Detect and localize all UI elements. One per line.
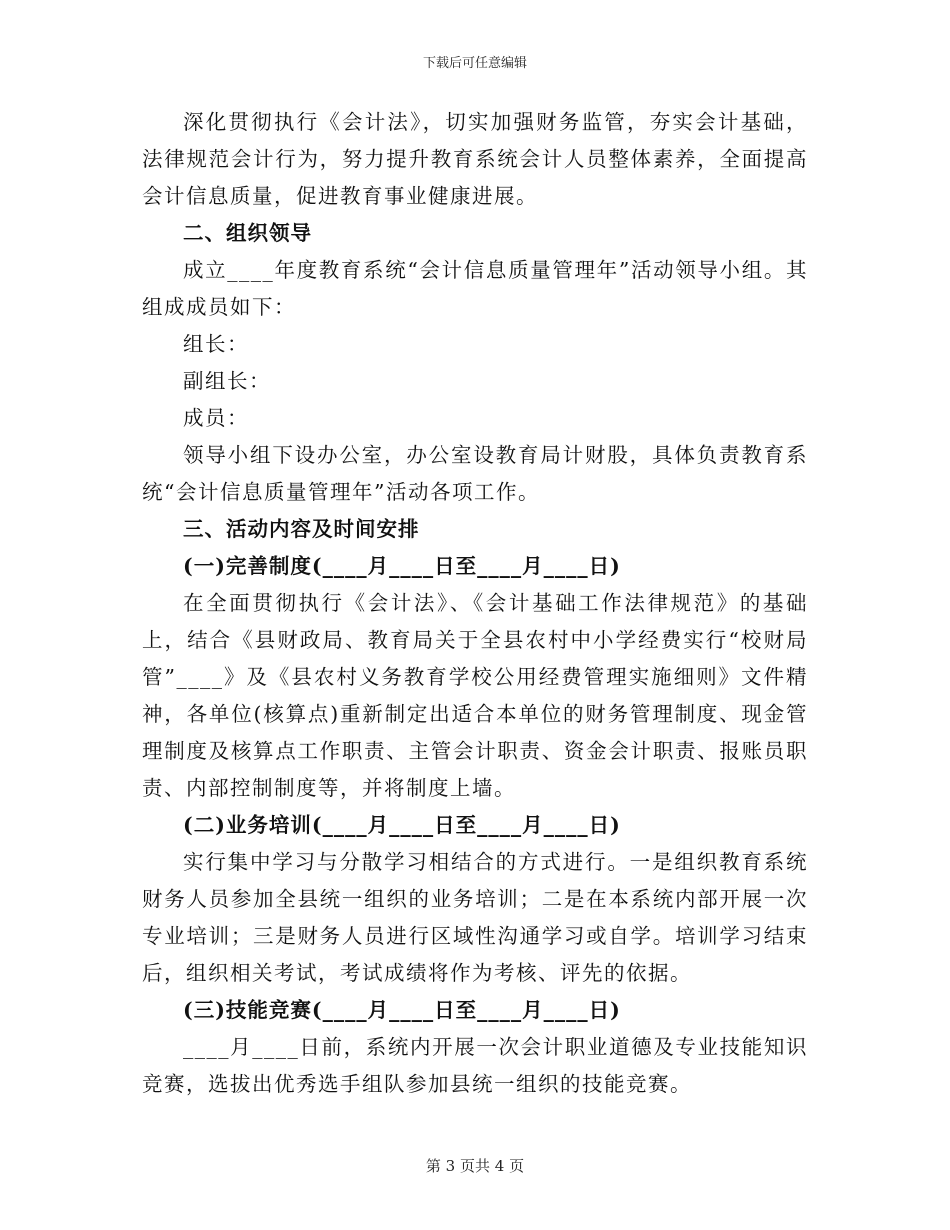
paragraph-deputy-leader: 副组长： [183,369,271,393]
document-body [142,104,808,1103]
subheading-competition: (三)技能竞赛(____月____日至____月____日) [183,998,621,1022]
page-footer: 第 3 页共 4 页 [425,1157,525,1175]
paragraph-intro: 深化贯彻执行《会计法》，切实加强财务监管，夯实会计基础，法律规范会计行为，努力提升教育系统会计人员整体素养，全面提高会计信息质量，促进教育事业健康进展。 [142,110,808,208]
section-heading-activities: 三、活动内容及时间安排 [183,517,420,541]
paragraph-system: 在全面贯彻执行《会计法》、《会计基础工作法律规范》的基础上，结合《县财政局、教育局关于全县农村中小学经费实行“校财局管”____》及《县农村义务教育学校公用经费管理实施细则》文件精神，各单位(核算点)重新制定出适合本单位的财务管理制度、现金管理制度及核算点工作职责、主管会计职责、资金会计职责、报账员职责、内部控制制度等，并将制度上墙。 [142,591,808,800]
paragraph-office: 领导小组下设办公室，办公室设教育局计财股，具体负责教育系统“会计信息质量管理年”活动各项工作。 [142,443,808,504]
page-header: 下载后可任意编辑 [422,56,527,71]
paragraph-competition: ____月____日前，系统内开展一次会计职业道德及专业技能知识竞赛，选拔出优秀选手组队参加县统一组织的技能竞赛。 [142,1035,808,1096]
subheading-system: (一)完善制度(____月____日至____月____日) [183,554,621,578]
paragraph-training: 实行集中学习与分散学习相结合的方式进行。一是组织教育系统财务人员参加全县统一组织的业务培训；二是在本系统内部开展一次专业培训；三是财务人员进行区域性沟通学习或自学。培训学习结束后，组织相关考试，考试成绩将作为考核、评先的依据。 [142,850,808,985]
paragraph-members: 成员： [183,406,249,430]
paragraph-leader: 组长： [183,332,249,356]
paragraph-leadership-group: 成立____年度教育系统“会计信息质量管理年”活动领导小组。其组成成员如下： [142,258,808,319]
section-heading-organization: 二、组织领导 [183,221,312,245]
subheading-training: (二)业务培训(____月____日至____月____日) [183,813,621,837]
